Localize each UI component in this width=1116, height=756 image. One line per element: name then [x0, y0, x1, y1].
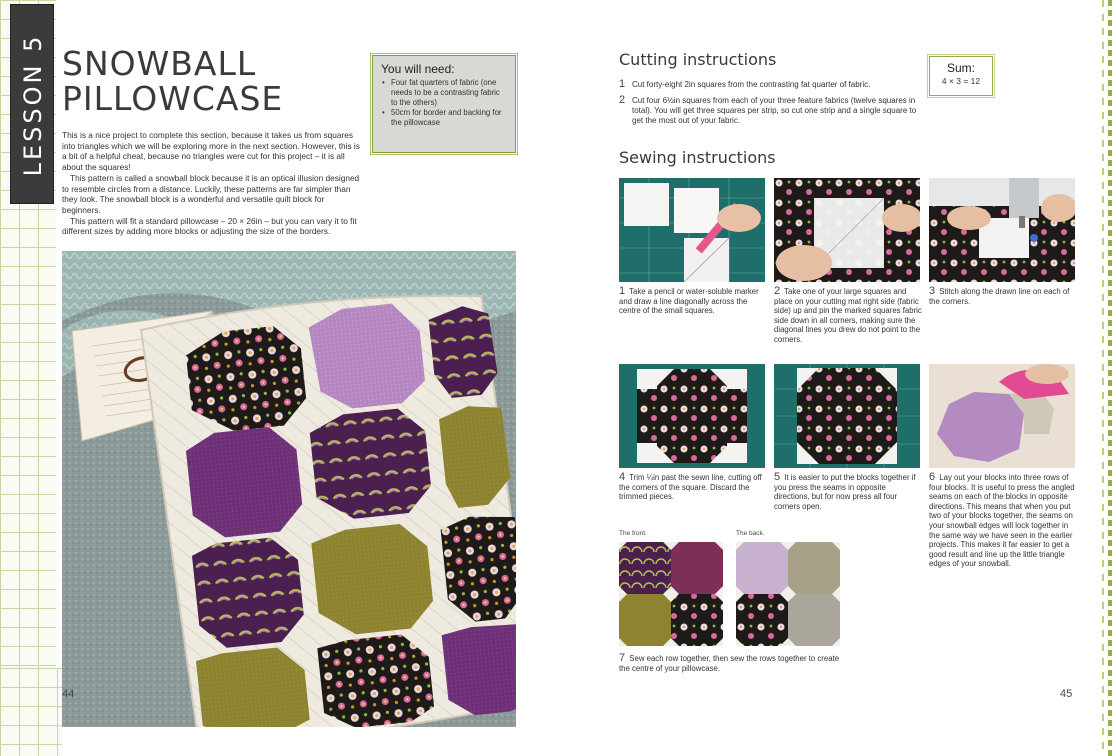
step-text: Take one of your large squares and place on your cutting mat right side (fabric side) up and pin the marked squares fabric side down in all corners, making sure the diagonal lines you drew do not point to the corners. — [774, 287, 922, 344]
back-illustration — [736, 542, 840, 646]
back-photo — [736, 542, 840, 646]
title-line-2: PILLOWCASE — [62, 79, 284, 118]
step-4-caption — [619, 473, 767, 502]
stitched-edge-inner — [1102, 0, 1104, 756]
you-will-need-heading: You will need: — [381, 62, 455, 76]
intro-paragraph: This pattern is called a snowball block because it is an optical illusion designed to resemble circles from a distance. Luckily, these patterns are far simpler than they look. The snowball block is a wonderful and versatile quilt block for beginners. — [62, 172, 360, 215]
materials-item: • Four fat quarters of fabric (one needs to be a contrasting fabric to the others) — [381, 78, 507, 108]
step-number: 1 — [619, 285, 626, 297]
step-text: Lay out your blocks into three rows of four blocks. It is useful to press the angled seams on each of the blocks in opposite directions. This means that when you put two of your blocks together, the seams on your snowball edges will lock together in the same way we have seen in the earlier projects. This makes it far easier to get a good result and line up the little triangle edges of your snowball. — [929, 473, 1075, 569]
step-6-photo — [929, 364, 1075, 468]
step-text: Stitch along the drawn line on each of the corners. — [929, 287, 1070, 306]
pillowcase-photo — [62, 251, 516, 727]
title-line-1: SNOWBALL — [62, 44, 257, 83]
page-title — [62, 46, 362, 116]
materials-list — [381, 78, 507, 128]
step-4-illustration — [619, 364, 765, 468]
step-5-caption — [774, 473, 922, 511]
step-number: 5 — [774, 471, 781, 483]
pillowcase-illustration — [62, 251, 516, 727]
step-2-illustration — [774, 178, 920, 282]
step-6-illustration — [929, 364, 1075, 468]
step-6-caption — [929, 473, 1075, 569]
page-number-left: 44 — [62, 688, 75, 700]
step-text: Cut four 6½in squares from each of your three feature fabrics (twelve squares in total). You will get three squares per strip, so cut one strip and a single square to get the most out of your fabric. — [632, 96, 917, 125]
page-number-right: 45 — [1060, 688, 1073, 700]
step-7-caption — [619, 654, 849, 673]
step-text: Take a pencil or water-soluble marker and draw a line diagonally across the centre of the small squares. — [619, 287, 759, 316]
step-text: Sew each row together, then sew the rows together to create the centre of your pillowcase. — [619, 654, 840, 673]
step-3-caption — [929, 287, 1075, 306]
you-will-need-box — [372, 55, 516, 153]
cutting-instructions-heading: Cutting instructions — [619, 50, 777, 69]
sewing-instructions-heading: Sewing instructions — [619, 148, 776, 167]
step-1-illustration — [619, 178, 765, 282]
step-5-illustration — [774, 364, 920, 468]
front-illustration — [619, 542, 723, 646]
step-text: Cut forty-eight 2in squares from the contrasting fat quarter of fabric. — [632, 80, 871, 89]
step-3-illustration — [929, 178, 1075, 282]
back-label: The back. — [736, 530, 765, 537]
cutting-step — [619, 80, 917, 90]
step-number: 3 — [929, 285, 936, 297]
intro-paragraph: This is a nice project to complete this section, because it takes us from squares into triangles which we will be exploring more in the next section. However, this is a bit of a helpful cheat, because no triangles were cut for this project – it is all about the squares! — [62, 130, 360, 173]
intro-text — [62, 130, 362, 237]
stitched-edge — [1108, 0, 1112, 756]
materials-item: • 50cm for border and backing for the pillowcase — [381, 108, 507, 128]
grid-paper-margin-bottom — [0, 668, 62, 756]
lesson-tab — [10, 4, 54, 204]
step-text: Trim ¼in past the sewn line, cutting off the corners of the square. Discard the trimmed pieces. — [619, 473, 762, 502]
step-4-photo — [619, 364, 765, 468]
step-number: 7 — [619, 652, 626, 664]
step-number: 2 — [619, 94, 626, 106]
sum-equation: 4 × 3 = 12 — [941, 76, 981, 86]
step-1-caption — [619, 287, 767, 316]
step-5-photo — [774, 364, 920, 468]
step-1-photo — [619, 178, 765, 282]
step-number: 6 — [929, 471, 936, 483]
sum-box — [929, 56, 993, 96]
step-number: 4 — [619, 471, 626, 483]
step-number: 1 — [619, 78, 626, 90]
step-2-photo — [774, 178, 920, 282]
intro-paragraph: This pattern will fit a standard pillowcase – 20 × 26in – but you can vary it to fit different sizes by adding more blocks or adjusting the size of the borders. — [62, 215, 357, 237]
step-2-caption — [774, 287, 922, 345]
step-text: It is easier to put the blocks together if you press the seams in opposite directions, but for now press all four corners open. — [774, 473, 916, 511]
sum-title: Sum: — [946, 61, 975, 75]
step-3-photo — [929, 178, 1075, 282]
step-number: 2 — [774, 285, 781, 297]
front-photo — [619, 542, 723, 646]
cutting-step — [619, 96, 917, 126]
lesson-tab-label: LESSON 5 — [19, 33, 47, 177]
front-label: The front. — [619, 530, 647, 537]
cutting-steps — [619, 80, 917, 132]
